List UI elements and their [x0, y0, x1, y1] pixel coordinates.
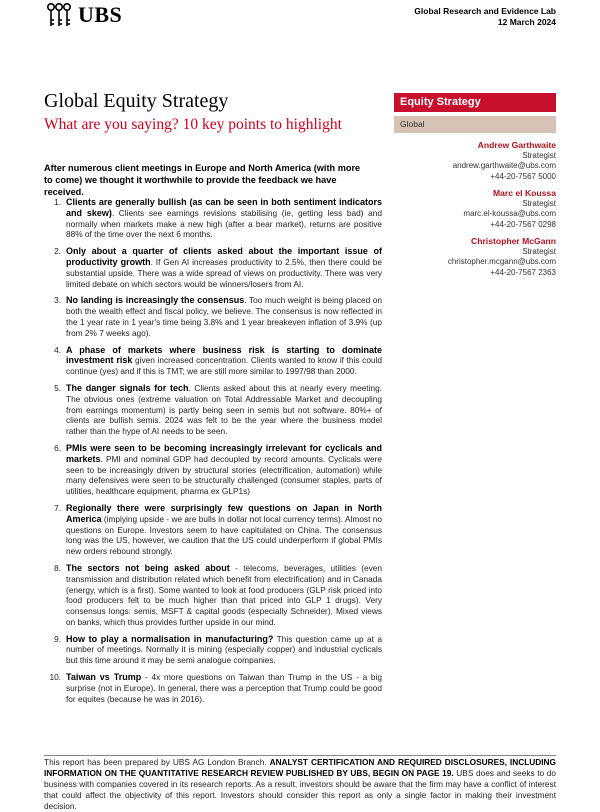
point-headline: Taiwan vs Trump [66, 672, 142, 683]
point-body: . If Gen AI increases productivity to 2.5%, then there could be substantial upside. There was a wide spread of views on productivity. There was very limited debate on which sectors would be winners/losers from AI. [66, 256, 382, 289]
key-point [44, 634, 382, 666]
point-number: 2. [54, 246, 61, 257]
point-body: This question came up at a number of meetings. Normally it is mining (especially copper) and industrial cyclicals but this time around it may be semi analogue companies. [66, 633, 382, 666]
analyst-email[interactable]: andrew.garthwaite@ubs.com [452, 161, 556, 170]
key-point [44, 295, 382, 338]
analyst-role: Strategist [522, 246, 556, 256]
point-number: 10. [49, 672, 61, 683]
keys-icon [44, 2, 74, 28]
point-headline: PMIs were seen to be becoming increasingly irrelevant for cyclicals and markets [66, 442, 382, 464]
point-headline: Clients are generally bullish (as can be seen in both sentiment indicators and skew) [66, 197, 382, 218]
point-text [66, 443, 382, 497]
point-number: 9. [54, 633, 61, 644]
point-body: - 4x more questions on Taiwan than Trump in the US - a big surprise (not in Europe). In general, there was a perception that Trump could be good for equites (because he was in 2016). [66, 672, 382, 704]
point-text [66, 246, 382, 289]
key-point [44, 672, 382, 704]
analyst-phone: +44-20-7567 5000 [490, 171, 556, 181]
analyst-entry [396, 236, 556, 278]
point-text [66, 563, 382, 628]
point-number: 7. [54, 502, 61, 513]
point-headline: No landing is increasingly the consensus [66, 295, 245, 306]
analyst-entry [396, 140, 556, 182]
point-body: given increased concentration. Clients wanted to know if this could continue (yes) and if this is TMT; we are still more similar to 1997/98 than 2000. [66, 355, 383, 377]
key-point [44, 345, 382, 377]
point-number: 5. [54, 382, 61, 393]
category-banner: Equity Strategy [394, 93, 556, 112]
point-body: . Too much weight is being placed on both the wealth effect and fiscal policy, we believe. The consensus is now reflected in the 1 year rate in 1 year's time being 3.8% and 1 year breakeven inflation of 3.9% (up from 2% 7 weeks ago). [66, 295, 382, 338]
page-subtitle: What are you saying? 10 key points to highlight [44, 116, 342, 133]
ubs-logo [44, 2, 122, 28]
point-headline: The danger signals for tech [66, 382, 189, 393]
disclaimer-lead: This report has been prepared by UBS AG London Branch. [44, 757, 270, 767]
analyst-name: Andrew Garthwaite [477, 140, 556, 150]
key-point [44, 246, 382, 289]
key-point [44, 563, 382, 628]
point-text [66, 634, 382, 666]
point-body: (implying upside - we are bulls in dollar not local currency terms). Almost no questions on Europe. Investors seem to have capitulated on China. The consensus long was the US, however, we caution that the US could underperform if global PMIs new orders rebound strongly. [66, 513, 382, 557]
point-headline: Regionally there were surprisingly few questions on Japan in North America [66, 502, 382, 524]
point-text [66, 197, 382, 240]
point-body: . Clients see earnings revisions stabilising (ie, getting less bad) and normally when markets make a new high (after a bear market), returns are positive 88% of the time over the next 6 months. [66, 207, 382, 240]
key-point [44, 443, 382, 497]
header-line: Global Research and Evidence Lab [414, 6, 556, 16]
header-date: 12 March 2024 [497, 17, 556, 27]
analyst-role: Strategist [522, 150, 556, 160]
key-points-list [44, 197, 382, 710]
point-text [66, 672, 382, 704]
analyst-entry [396, 188, 556, 230]
point-body: . Clients asked about this at nearly every meeting. The obvious ones (extreme valuation on Total Addressable Market and decoupling from earnings momentum) is partly being seen in semis but not software. 80%+ of clients are bullish semis. 2024 was felt to be the year where the business model rather than the hype of AI needs to be seen. [66, 382, 382, 437]
point-text [66, 295, 382, 338]
key-point [44, 383, 382, 437]
point-body: . PMI and nominal GDP had decoupled by record amounts. Cyclicals were seen to be increasingly driven by structural stories (electrification, automation) while many defensives were seen to be structurally challenged (consumer staples, parts of utilities, healthcare equipment, pharma ex GLP1s) [66, 453, 382, 497]
point-number: 8. [54, 562, 61, 573]
analyst-name: Christopher McGann [471, 236, 556, 246]
point-text [66, 503, 382, 557]
key-point [44, 197, 382, 240]
report-header [414, 6, 556, 28]
key-point [44, 503, 382, 557]
page-title: Global Equity Strategy [44, 90, 229, 112]
analyst-list [396, 140, 556, 284]
analyst-phone: +44-20-7567 2363 [490, 267, 556, 277]
point-headline: Only about a quarter of clients asked about the important issue of productivity growth [66, 246, 382, 267]
point-body: - telecoms, beverages, utilities (even transmission and distribution related which benefit from electrification) and in Canada (energy, which is a first). Some wanted to look at food producers (GLP risk priced into food producers felt to be much higher than that priced into GLP 1 drugs). Very consensus longs: semis, MSFT & capital goods (especially Schneider). Mixed views on banks, which thus provides further upside in our mind. [66, 562, 382, 627]
analyst-phone: +44-20-7567 0298 [490, 219, 556, 229]
brand-name: UBS [78, 2, 123, 27]
analyst-email[interactable]: christopher.mcgann@ubs.com [447, 257, 556, 266]
point-number: 1. [54, 197, 61, 207]
point-headline: How to play a normalisation in manufacturing? [66, 633, 274, 644]
point-text [66, 383, 382, 437]
region-banner: Global [394, 116, 556, 133]
analyst-name: Marc el Koussa [492, 188, 556, 198]
point-number: 6. [54, 442, 61, 453]
disclaimer-tail: UBS does and seeks to do business with companies covered in its research reports. As a result, investors should be aware that the firm may have a conflict of interest that could affect the objectivity of this report. Investors should consider this report as only a single factor in making their investment decision. [44, 768, 556, 811]
footer-divider [44, 755, 556, 756]
point-headline: The sectors not being asked about [66, 562, 230, 573]
disclaimer [44, 757, 556, 812]
point-headline: A phase of markets where business risk is starting to dominate investment risk [66, 344, 382, 366]
point-number: 3. [54, 295, 61, 306]
point-number: 4. [54, 344, 61, 355]
disclaimer-bold: ANALYST CERTIFICATION AND REQUIRED DISCLOSURES, INCLUDING INFORMATION ON THE QUANTITATIVE RESEARCH REVIEW PUBLISHED BY UBS, BEGIN ON PAGE 19. [44, 757, 557, 778]
intro-paragraph: After numerous client meetings in Europe and North America (with more to come) we thought it worthwhile to provide the feedback we have received. [44, 163, 361, 197]
analyst-email[interactable]: marc.el-koussa@ubs.com [463, 209, 556, 218]
point-text [66, 345, 382, 377]
analyst-role: Strategist [522, 198, 556, 208]
